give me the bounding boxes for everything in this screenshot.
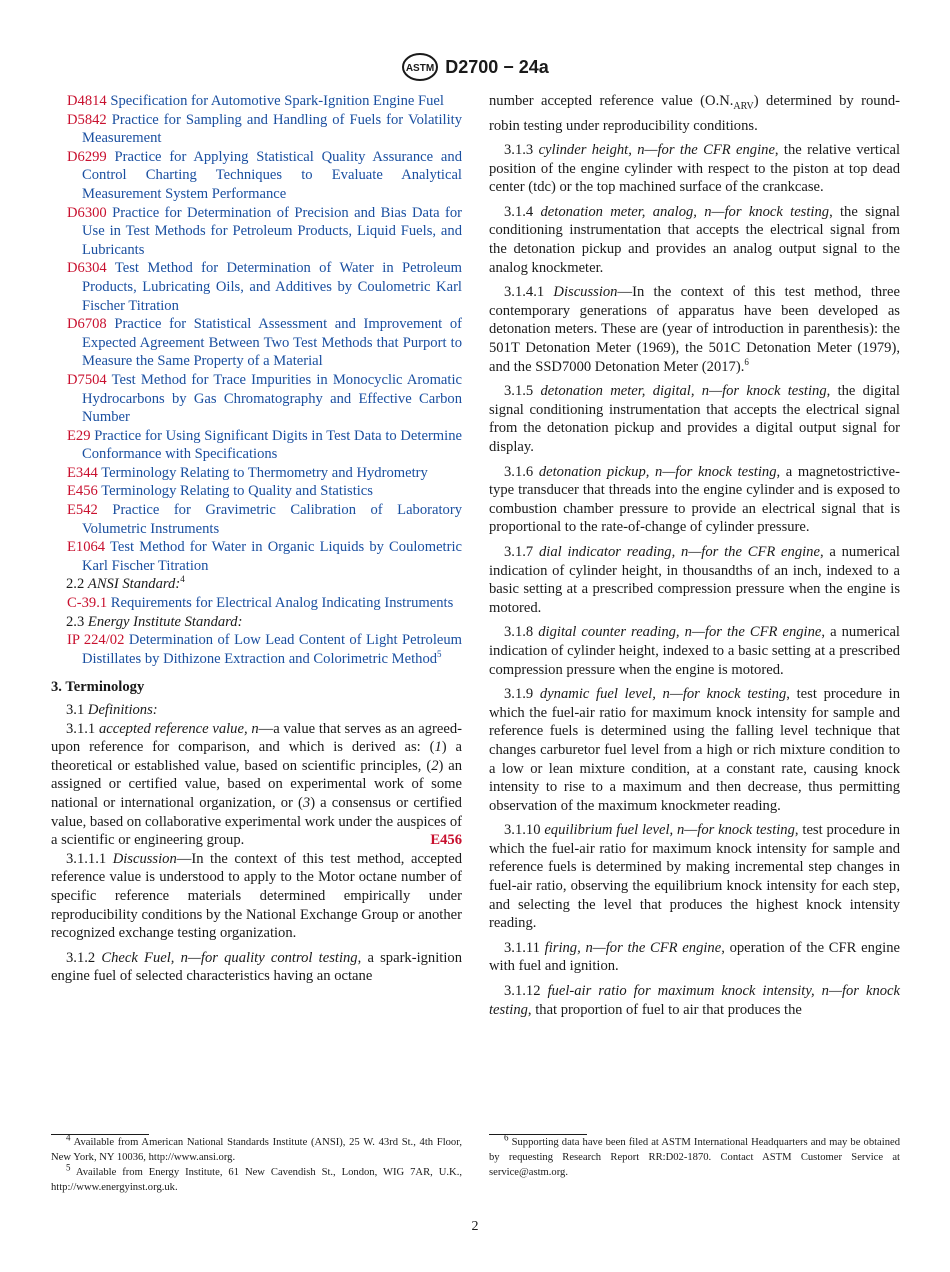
footnote: $^5$ Available from Energy Institute, 61 New Cavendish St., London, WIG 7AR, U.K., http://www.energyinst.org.uk. — [51, 1162, 462, 1193]
definition-3-1-6: 3.1.6 detonation pickup, n—for knock testing, a magnetostrictive-type transducer that threads into the engine cylinder and is exposed to combustion chamber pressure to provide an electrical signal that is proportional to the rate-of-change of cylinder pressure. — [489, 463, 901, 536]
reference-code[interactable]: E542 — [67, 502, 98, 519]
reference-title[interactable]: Test Method for Determination of Water in Petroleum Products, Lubricating Oils, and Additives by Coulometric Karl Fischer Titration — [82, 260, 463, 314]
reference-title[interactable]: Practice for Sampling and Handling of Fuels for Volatility Measurement — [82, 111, 462, 147]
definitions-list — [489, 141, 900, 1019]
svg-text:ASTM: ASTM — [406, 63, 435, 74]
footnotes-right — [489, 1132, 900, 1180]
reference-title[interactable]: Terminology Relating to Thermometry and Hydrometry — [101, 464, 428, 481]
page-header — [0, 52, 950, 82]
reference-code[interactable]: E344 — [67, 464, 98, 481]
reference-item[interactable] — [51, 92, 462, 111]
definition-3-1-10: 3.1.10 equilibrium fuel level, n—for knock testing, test procedure in which the fuel-air ratio for maximum knock intensity for sample and reference fuels is determined by making incremental step changes in fuel-air ratio, observing the equilibrium knock intensity for each step, and selecting the level that produces the highest knock intensity reading. — [489, 822, 900, 932]
reference-item[interactable] — [51, 427, 462, 464]
reference-code[interactable]: D5842 — [67, 111, 107, 128]
reference-item[interactable] — [51, 204, 462, 260]
reference-item[interactable] — [51, 371, 462, 427]
reference-item[interactable]: IP 224/02 Determination of Low Lead Content of Light Petroleum Distillates by Dithizone Extraction and Colorimetric Method$^5$ — [67, 632, 463, 667]
reference-title[interactable]: Practice for Applying Statistical Quality Assurance and Control Charting Techniques to Evaluate Analytical Measurement System Performance — [82, 148, 462, 202]
footnotes-left — [51, 1132, 462, 1195]
reference-item[interactable] — [51, 464, 462, 483]
reference-item[interactable]: C-39.1 Requirements for Electrical Analog Indicating Instruments — [67, 595, 454, 612]
reference-title[interactable]: Practice for Using Significant Digits in Test Data to Determine Conformance with Specifications — [82, 427, 462, 463]
left-column — [51, 92, 462, 986]
reference-item[interactable] — [51, 501, 462, 538]
right-column — [489, 92, 900, 1019]
definition-3-1-5: 3.1.5 detonation meter, digital, n—for knock testing, the digital signal conditioning instrumentation that accepts the electrical signal from the detonation pickup and provides a digital output signal for display. — [489, 383, 900, 455]
page-number: 2 — [471, 1219, 479, 1234]
reference-code[interactable]: D7504 — [67, 371, 107, 388]
definition-3-1-7: 3.1.7 dial indicator reading, n—for the CFR engine, a numerical indication of cylinder height, in thousandths of an inch, indexed to a basic setting at a prescribed compression pressure when the engine is motored. — [489, 543, 900, 616]
ei-heading: 2.3 Energy Institute Standard: — [66, 613, 243, 630]
reference-item[interactable] — [51, 111, 462, 148]
reference-item[interactable] — [51, 315, 462, 371]
section-heading: 3. Terminology — [51, 679, 145, 696]
discussion-3-1-1-1: 3.1.1.1 Discussion—In the context of this test method, accepted reference value is understood to apply to the Motor octane number of specific reference materials determined empirically under reproducibility conditions by the National Exchange Group or another recognized exchange testing organization. — [51, 850, 462, 942]
reference-code[interactable]: E29 — [67, 427, 91, 444]
reference-code[interactable]: D6304 — [67, 260, 107, 277]
footnote: $^4$ Available from American National Standards Institute (ANSI), 25 W. 43rd St., 4th Floor, New York, NY 10036, http://www.ansi.org. — [51, 1132, 462, 1163]
definition-3-1-3: 3.1.3 cylinder height, n—for the CFR engine, the relative vertical position of the engine cylinder with respect to the piston at top dead center (tdc) or the top machined surface of the crankcase. — [489, 142, 900, 196]
definition-3-1-4-1: 3.1.4.1 Discussion—In the context of this test method, three contemporary generations of apparatus have been developed as detonation meters. These are (year of introduction in parenthesis): the 501T Detonation Meter (1969), the 501C Detonation Meter (1979), and the SSD7000 Detonation Meter (2017).$^6$ — [489, 284, 901, 375]
reference-item[interactable] — [51, 148, 462, 204]
reference-title[interactable]: Practice for Gravimetric Calibration of Laboratory Volumetric Instruments — [82, 502, 463, 537]
definition-3-1-9: 3.1.9 dynamic fuel level, n—for knock testing, test procedure in which the fuel-air ratio for maximum knock intensity for sample and reference fuels is determined using the falling level technique that changes carburetor fuel level from a high or rich mixture condition to a low or lean mixture condition, at a constant rate, causing knock intensity to rise to a maximum and then decrease, thus permitting observation of the maximum knockmeter reading. — [489, 686, 900, 814]
definition-3-1-2-continued: number accepted reference value $(O.N._{ARV})$ determined by round-robin testing under reproducibility conditions. — [489, 93, 901, 134]
reference-title[interactable]: Test Method for Water in Organic Liquids by Coulometric Karl Fischer Titration — [82, 539, 462, 574]
reference-code[interactable]: D6708 — [67, 316, 107, 333]
footnote: $^6$ Supporting data have been filed at ASTM International Headquarters and may be obtained by requesting Research Report RR:D02-1870. Contact ASTM Customer Service at service@astm.org. — [489, 1132, 900, 1178]
reference-code[interactable]: D6299 — [67, 148, 107, 165]
astm-logo-icon — [401, 52, 439, 82]
reference-title[interactable]: Terminology Relating to Quality and Statistics — [101, 483, 373, 500]
reference-title[interactable]: Practice for Statistical Assessment and Improvement of Expected Agreement Between Two Test Methods that Purport to Measure the Same Property of a Material — [82, 316, 462, 370]
reference-title[interactable]: Test Method for Trace Impurities in Monocyclic Aromatic Hydrocarbons by Gas Chromatography and Effective Carbon Number — [82, 371, 462, 426]
reference-title[interactable]: Practice for Determination of Precision and Bias Data for Use in Test Methods for Petroleum Products, Liquid Fuels, and Lubricants — [82, 204, 462, 258]
source-link[interactable]: E456 — [430, 832, 462, 849]
reference-title[interactable]: Specification for Automotive Spark-Ignition Engine Fuel — [110, 93, 444, 109]
reference-item[interactable] — [51, 482, 462, 501]
reference-code[interactable]: E1064 — [67, 539, 106, 556]
reference-code[interactable]: D4814 — [67, 93, 107, 109]
definition-3-1-8: 3.1.8 digital counter reading, n—for the CFR engine, a numerical indication of cylinder height, indexed to a basic setting at a prescribed compression pressure when the engine is motored. — [489, 624, 900, 678]
definition-3-1-12: 3.1.12 fuel-air ratio for maximum knock intensity, n—for knock testing, that proportion of fuel to air that produces the — [489, 983, 900, 1018]
reference-item[interactable] — [51, 538, 462, 575]
ansi-heading: 2.2 ANSI Standard:$^4$ — [66, 574, 185, 593]
definition-3-1-1: 3.1.1 accepted reference value, n—a value that serves as an agreed-upon reference for comparison, and which is derived as: (1) a theoretical or established value, based on scientific principles, (2) an assigned or certified value, based on experimental work of some national or international organization, or (3) a consensus or certified value, based on collaborative experimental work under the auspices of a scientific or engineering group. E456 — [51, 720, 462, 849]
definition-3-1-11: 3.1.11 firing, n—for the CFR engine, operation of the CFR engine with fuel and ignition. — [489, 939, 900, 975]
reference-code[interactable]: E456 — [67, 483, 98, 500]
definition-3-1-4: 3.1.4 detonation meter, analog, n—for knock testing, the signal conditioning instrumentation that accepts the electrical signal from the detonation pickup and provides an analog output signal to the analog knockmeter. — [489, 203, 900, 276]
referenced-documents-list — [51, 92, 462, 575]
definitions-heading: 3.1 Definitions: — [66, 702, 158, 718]
definition-3-1-2: 3.1.2 Check Fuel, n—for quality control testing, a spark-ignition engine fuel of selected characteristics having an octane — [51, 949, 462, 985]
document-id: D2700 − 24a — [445, 56, 549, 77]
reference-code[interactable]: D6300 — [67, 204, 107, 221]
reference-item[interactable] — [51, 259, 462, 315]
